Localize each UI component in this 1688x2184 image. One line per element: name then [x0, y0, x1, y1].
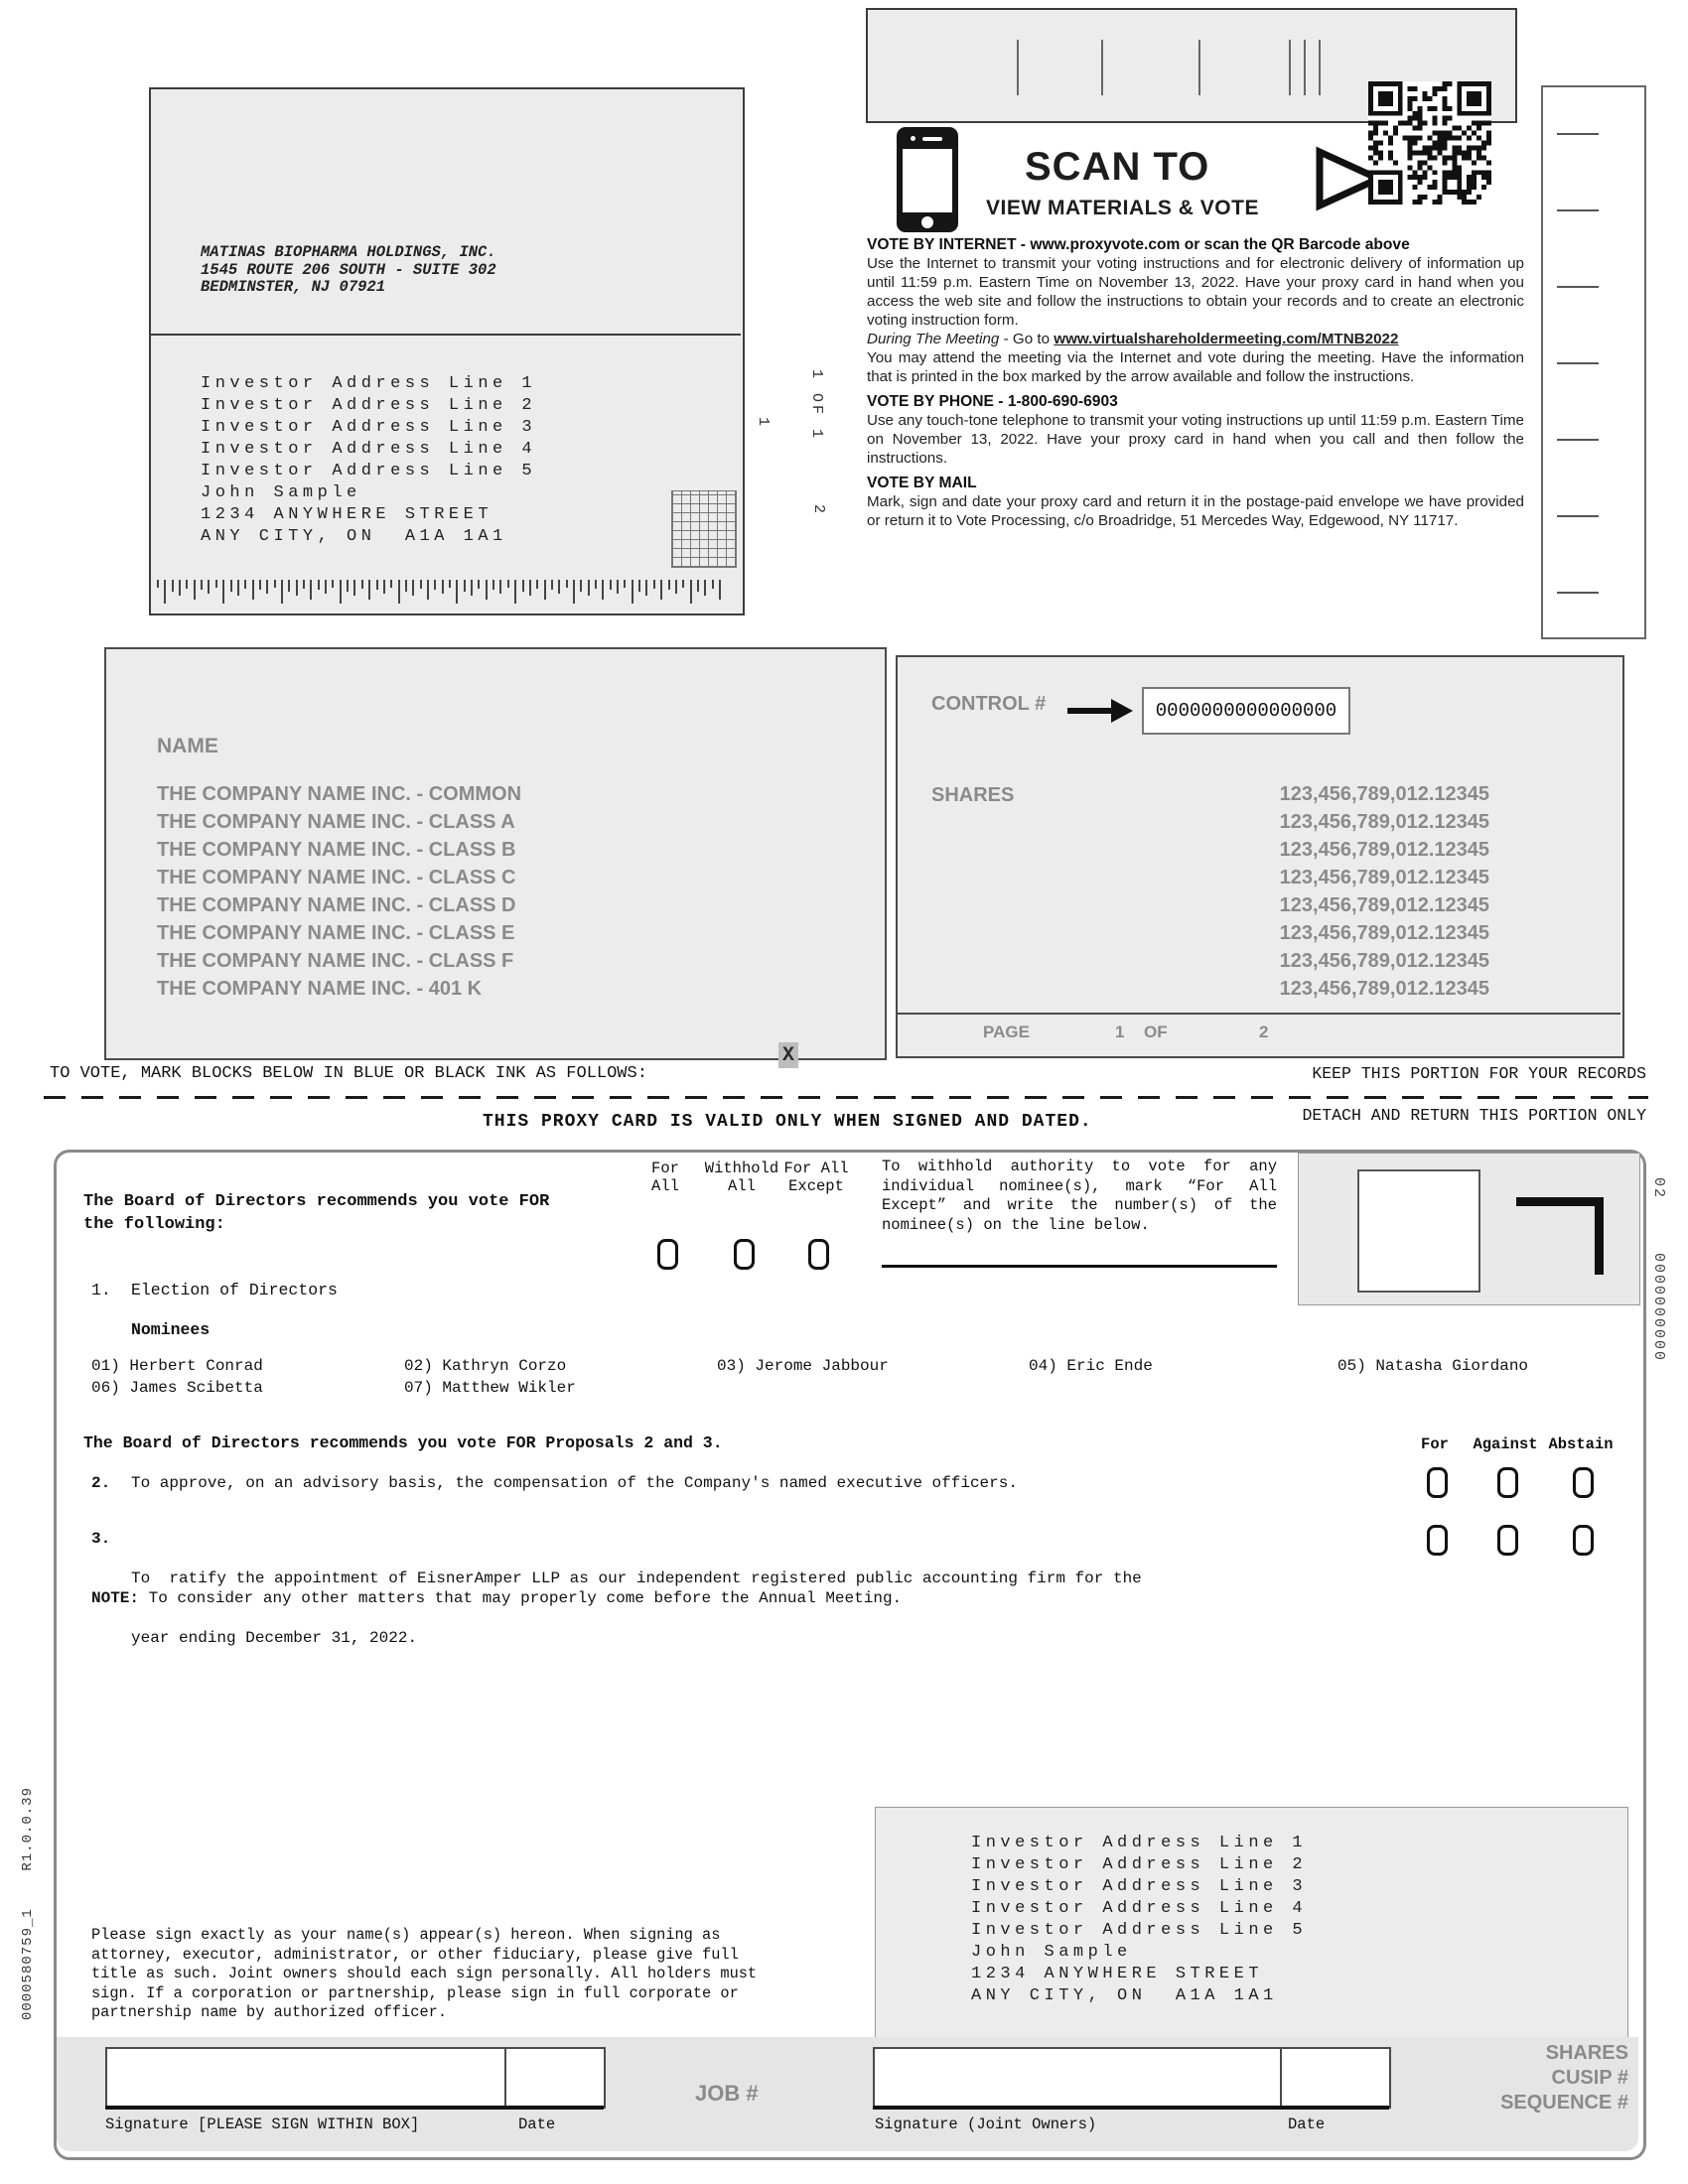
barcode-tick [558, 580, 560, 594]
barcode-tick [522, 580, 524, 592]
signing-notice [91, 1926, 757, 2023]
barcode-tick [368, 580, 370, 600]
during-meeting-body: You may attend the meeting via the Internet and vote during the meeting. Have the information that is printed in the box marked by the arrow available and follow the instructions. [867, 349, 1524, 385]
data-matrix-placeholder [671, 490, 737, 568]
barcode-tick [274, 580, 276, 588]
edge-tick [1557, 133, 1599, 135]
withhold-note-line: Except” and write the number(s) of the [882, 1196, 1277, 1214]
during-meeting-line [867, 330, 1524, 348]
checkbox-proposal2-for[interactable] [1427, 1467, 1448, 1498]
for-all-except-writein-line[interactable] [882, 1265, 1277, 1268]
barcode-tick [208, 580, 210, 594]
address-box-divider [149, 334, 741, 336]
barcode-tick [544, 580, 546, 600]
share-value-row: 123,456,789,012.12345 [1279, 894, 1489, 916]
checkbox-proposal3-for[interactable] [1427, 1525, 1448, 1556]
page-total: 2 [1259, 1023, 1269, 1041]
sender-address [201, 244, 496, 297]
signing-notice-line: attorney, executor, administrator, or other fiduciary, please give full [91, 1945, 739, 1964]
barcode-tick [194, 580, 196, 600]
barcode-tick [653, 580, 655, 589]
column-header-abstain: Abstain [1548, 1435, 1614, 1453]
note-label: NOTE: [91, 1589, 140, 1607]
signature-date-divider [1280, 2049, 1282, 2107]
during-meeting-label: During The Meeting [867, 331, 1000, 347]
investor-address-line: Investor Address Line 1 [971, 1834, 1308, 1852]
barcode-tick [486, 580, 488, 600]
id-label: SEQUENCE # [1500, 2092, 1628, 2114]
barcode-tick [595, 580, 597, 589]
barcode-tick [383, 580, 385, 594]
barcode-tick [376, 580, 378, 590]
date-joint-label: Date [1288, 2116, 1326, 2133]
barcode-tick [222, 580, 224, 604]
control-arrow-icon [1064, 695, 1136, 727]
edge-tick [1557, 209, 1599, 211]
barcode-tick [638, 580, 640, 592]
barcode-tick [427, 580, 429, 600]
checkbox-proposal2-abstain[interactable] [1573, 1467, 1594, 1498]
registration-tick [1319, 40, 1321, 95]
signature-underline-joint [873, 2106, 1389, 2110]
control-number-value: 0000000000000000 [1155, 700, 1337, 722]
board-recommendation-1-line2: the following: [83, 1214, 225, 1234]
proposal-1-text: Election of Directors [131, 1281, 338, 1299]
id-label: SHARES [1545, 2042, 1628, 2064]
account-row: THE COMPANY NAME INC. - CLASS F [157, 950, 514, 972]
investor-address-line: Investor Address Line 4 [971, 1899, 1308, 1918]
investor-address-line: ANY CITY, ON A1A 1A1 [201, 527, 507, 546]
barcode-tick [690, 580, 692, 604]
barcode-tick [318, 580, 320, 590]
board-recommendation-1 [83, 1191, 549, 1236]
barcode-tick [624, 580, 626, 588]
account-row: THE COMPANY NAME INC. - CLASS A [157, 811, 515, 833]
nominee-item: 01) Herbert Conrad [91, 1357, 263, 1375]
page-marker-2: 2 [810, 504, 827, 514]
column-header-withhold-all: Withhold All [704, 1160, 779, 1195]
account-row: THE COMPANY NAME INC. - CLASS E [157, 922, 515, 944]
scan-to-subtitle: VIEW MATERIALS & VOTE [986, 197, 1259, 219]
barcode-tick [704, 580, 706, 596]
barcode-tick [325, 580, 327, 594]
barcode-tick [449, 580, 451, 588]
barcode-tick [602, 580, 604, 600]
page-number: 1 [1115, 1023, 1125, 1041]
nominee-item: 04) Eric Ende [1029, 1357, 1153, 1375]
investor-address-line: John Sample [201, 483, 361, 502]
account-row: THE COMPANY NAME INC. - CLASS B [157, 839, 516, 861]
name-label: NAME [157, 735, 218, 757]
shares-cusip-sequence-labels [1390, 2041, 1628, 2116]
page-of: OF [1144, 1023, 1168, 1041]
investor-address-line: Investor Address Line 1 [201, 374, 537, 393]
vote-internet-body: Use the Internet to transmit your voting instructions and for electronic delivery of information up until 11:59 p.m. Eastern Time on November 13, 2022. Have your proxy card in hand when you access the web site and follow the instructions to obtain your records and to create an electronic voting instruction form. [867, 255, 1524, 329]
investor-address-block [201, 373, 536, 548]
date-label: Date [518, 2116, 556, 2133]
barcode-tick [675, 580, 677, 594]
account-row: THE COMPANY NAME INC. - CLASS C [157, 867, 516, 888]
edge-tick [1557, 286, 1599, 288]
barcode-tick [215, 580, 217, 588]
share-value-row: 123,456,789,012.12345 [1279, 922, 1489, 944]
control-label: CONTROL # [931, 693, 1047, 715]
barcode-tick [551, 580, 553, 590]
left-edge-code: 0000580759_1 R1.0.0.39 [20, 1787, 36, 2021]
right-edge-code-top: 02 [1650, 1177, 1667, 1200]
barcode-tick [478, 580, 480, 589]
note-line [91, 1588, 902, 1608]
edge-tick [1557, 362, 1599, 364]
barcode-tick [259, 580, 261, 590]
barcode-tick [588, 580, 590, 596]
account-list [157, 780, 521, 1003]
signature-joint-label: Signature (Joint Owners) [875, 2116, 1097, 2133]
share-values-list [1142, 780, 1489, 1003]
imprint-window [1357, 1169, 1480, 1293]
edge-tick [1557, 439, 1599, 441]
barcode-tick [507, 580, 509, 588]
barcode-tick [566, 580, 568, 588]
right-margin-registration-box [1541, 85, 1646, 639]
barcode-tick [712, 580, 714, 589]
barcode-tick [230, 580, 232, 592]
checkbox-election-for-all-except[interactable] [808, 1239, 829, 1270]
barcode-tick [434, 580, 436, 590]
note-text: To consider any other matters that may properly come before the Annual Meeting. [139, 1589, 903, 1607]
investor-address-block-bottom [971, 1833, 1307, 2007]
control-number-box [1142, 687, 1350, 735]
barcode-tick [610, 580, 612, 590]
barcode-tick [464, 580, 466, 592]
during-meeting-mid: - Go to [999, 331, 1055, 347]
page-label: PAGE [983, 1023, 1030, 1041]
edge-tick [1557, 515, 1599, 517]
investor-address-line: John Sample [971, 1943, 1132, 1962]
signature-box-joint[interactable] [873, 2047, 1391, 2109]
detach-return-text: DETACH AND RETURN THIS PORTION ONLY [1302, 1106, 1646, 1125]
registration-tick [1017, 40, 1019, 95]
barcode-tick [660, 580, 662, 600]
barcode-tick [412, 580, 414, 596]
signing-notice-line: Please sign exactly as your name(s) appear(s) hereon. When signing as [91, 1926, 721, 1944]
proposal-3-number: 3. [91, 1530, 111, 1548]
investor-address-line: Investor Address Line 4 [201, 440, 537, 459]
barcode-tick [186, 580, 188, 589]
proposal-1-number: 1. [91, 1281, 111, 1299]
registration-tick [1304, 40, 1306, 95]
investor-address-line: 1234 ANYWHERE STREET [201, 505, 493, 524]
barcode-tick [682, 580, 684, 588]
registration-tick [1198, 40, 1200, 95]
checkbox-election-withhold-all[interactable] [734, 1239, 755, 1270]
investor-address-line: Investor Address Line 5 [201, 462, 537, 480]
signature-box-primary[interactable] [105, 2047, 606, 2109]
right-edge-code-bottom: 0000000000 [1650, 1253, 1667, 1363]
barcode-tick [529, 580, 531, 596]
share-value-row: 123,456,789,012.12345 [1279, 867, 1489, 888]
shares-label: SHARES [931, 784, 1015, 806]
withhold-note-line: nominee(s) on the line below. [882, 1215, 1150, 1234]
investor-address-line: 1234 ANYWHERE STREET [971, 1965, 1264, 1983]
vote-phone-heading: VOTE BY PHONE - 1-800-690-6903 [867, 393, 1118, 410]
barcode-tick [668, 580, 670, 590]
barcode-tick [281, 580, 283, 604]
barcode-tick [237, 580, 239, 596]
page-marker-1of1: 1 OF 1 [808, 369, 825, 442]
barcode-tick [347, 580, 349, 592]
barcode-tick [580, 580, 582, 592]
mark-instruction-text: TO VOTE, MARK BLOCKS BELOW IN BLUE OR BLACK INK AS FOLLOWS: [50, 1064, 647, 1083]
barcode-tick [201, 580, 203, 590]
investor-address-line: ANY CITY, ON A1A 1A1 [971, 1986, 1278, 2005]
signing-notice-line: partnership name by authorized officer. [91, 2003, 448, 2022]
sender-line: MATINAS BIOPHARMA HOLDINGS, INC. [201, 243, 496, 261]
barcode-tick [296, 580, 298, 596]
barcode-tick [390, 580, 392, 588]
registration-tick [1289, 40, 1291, 95]
barcode-tick [697, 580, 699, 592]
barcode-tick [536, 580, 538, 589]
share-value-row: 123,456,789,012.12345 [1279, 978, 1489, 1000]
share-value-row: 123,456,789,012.12345 [1279, 839, 1489, 861]
barcode-tick [456, 580, 458, 604]
barcode-tick [499, 580, 501, 594]
investor-address-line: Investor Address Line 2 [971, 1855, 1308, 1874]
barcode-tick [405, 580, 407, 592]
checkbox-proposal3-abstain[interactable] [1573, 1525, 1594, 1556]
share-value-row: 123,456,789,012.12345 [1279, 950, 1489, 972]
registration-corner-mark [1595, 1197, 1604, 1275]
registration-corner-mark [1516, 1197, 1604, 1206]
account-row: THE COMPANY NAME INC. - 401 K [157, 978, 483, 1000]
control-box-divider [896, 1013, 1620, 1015]
proposal-3-text [131, 1529, 1142, 1688]
signing-notice-line: sign. If a corporation or partnership, please sign in full corporate or [91, 1983, 739, 2002]
smartphone-icon [897, 127, 958, 232]
column-header-for: For [1421, 1435, 1449, 1453]
withhold-note-line: To withhold authority to vote for any [882, 1158, 1277, 1175]
checkbox-proposal3-against[interactable] [1497, 1525, 1518, 1556]
investor-address-line: Investor Address Line 3 [971, 1877, 1308, 1896]
valid-when-signed-text: THIS PROXY CARD IS VALID ONLY WHEN SIGNED AND DATED. [483, 1112, 1092, 1132]
scan-to-title: SCAN TO [1025, 145, 1210, 189]
nominees-label: Nominees [131, 1320, 211, 1339]
nominee-item: 02) Kathryn Corzo [404, 1357, 567, 1375]
barcode-tick [157, 580, 159, 588]
barcode-tick [340, 580, 342, 604]
barcode-tick [632, 580, 633, 604]
vote-mail-body: Mark, sign and date your proxy card and return it in the postage-paid envelope we have provided or return it to Vote Processing, c/o Broadridge, 51 Mercedes Way, Edgewood, NY 11717. [867, 493, 1524, 529]
column-header-for-all: For All [651, 1160, 679, 1195]
withhold-note-line: individual nominee(s), mark “For All [882, 1176, 1277, 1195]
vote-phone-body: Use any touch-tone telephone to transmit your voting instructions up until 11:59 p.m. Eastern Time on November 13, 2022. Have your proxy card in hand when you call and then follow the instructions. [867, 412, 1524, 467]
barcode-tick [164, 580, 166, 604]
vote-instructions-column [867, 235, 1524, 530]
meeting-url-link[interactable]: www.virtualshareholdermeeting.com/MTNB2022 [1054, 331, 1399, 347]
checkbox-proposal2-against[interactable] [1497, 1467, 1518, 1498]
board-recommendation-1-line1: The Board of Directors recommends you vote FOR [83, 1192, 550, 1211]
barcode-tick [303, 580, 305, 589]
vote-mail-heading: VOTE BY MAIL [867, 475, 977, 491]
edge-tick [1557, 592, 1599, 594]
proposal-2-text: To approve, on an advisory basis, the compensation of the Company's named executive officers. [131, 1474, 1018, 1492]
barcode-tick [442, 580, 444, 594]
checkbox-election-for-all[interactable] [657, 1239, 678, 1270]
proposal-3-line1: To ratify the appointment of EisnerAmper LLP as our independent registered public accounting firm for the [131, 1570, 1142, 1587]
registration-tick [1101, 40, 1103, 95]
board-recommendation-2: The Board of Directors recommends you vote FOR Proposals 2 and 3. [83, 1433, 723, 1452]
nominee-item: 06) James Scibetta [91, 1379, 263, 1397]
page-marker-1: 1 [755, 417, 772, 427]
id-label: CUSIP # [1551, 2067, 1628, 2089]
nominee-item: 07) Matthew Wikler [404, 1379, 576, 1397]
barcode-tick [420, 580, 422, 589]
column-header-for-all-except: For All Except [783, 1160, 849, 1195]
barcode-tick [617, 580, 619, 594]
share-value-row: 123,456,789,012.12345 [1279, 783, 1489, 805]
barcode-tick [514, 580, 516, 604]
keep-portion-text: KEEP THIS PORTION FOR YOUR RECORDS [1312, 1064, 1646, 1083]
barcode-tick [471, 580, 473, 596]
signature-box-label: Signature [PLEASE SIGN WITHIN BOX] [105, 2116, 420, 2133]
barcode-tick [252, 580, 254, 600]
x-mark-sample [778, 1042, 798, 1068]
barcode-tick [179, 580, 181, 596]
perforation-line [44, 1096, 1648, 1099]
barcode-tick [719, 580, 721, 600]
barcode-tick [645, 580, 647, 596]
barcode-tick [492, 580, 494, 590]
account-row: THE COMPANY NAME INC. - COMMON [157, 783, 522, 805]
account-row: THE COMPANY NAME INC. - CLASS D [157, 894, 516, 916]
barcode-tick [398, 580, 400, 604]
signature-underline [105, 2106, 604, 2110]
signature-date-divider [504, 2049, 506, 2107]
investor-address-line: Investor Address Line 2 [201, 396, 537, 415]
share-value-row: 123,456,789,012.12345 [1279, 811, 1489, 833]
barcode-tick [172, 580, 174, 592]
sender-line: BEDMINSTER, NJ 07921 [201, 278, 386, 296]
barcode-tick [244, 580, 246, 589]
barcode-tick [361, 580, 363, 589]
x-mark-glyph: X [781, 1043, 794, 1067]
withhold-note [882, 1158, 1277, 1235]
vote-internet-heading: VOTE BY INTERNET - www.proxyvote.com or scan the QR Barcode above [867, 236, 1410, 253]
barcode-tick [332, 580, 334, 588]
barcode-tick [573, 580, 575, 604]
job-number-label: JOB # [695, 2081, 759, 2106]
nominee-item: 03) Jerome Jabbour [717, 1357, 889, 1375]
signing-notice-line: title as such. Joint owners should each sign personally. All holders must [91, 1965, 758, 1983]
nominee-item: 05) Natasha Giordano [1337, 1357, 1529, 1375]
postnet-barcode [157, 580, 725, 606]
proposal-3-line2: year ending December 31, 2022. [131, 1629, 418, 1647]
investor-address-line: Investor Address Line 5 [971, 1921, 1308, 1940]
qr-code [1368, 81, 1491, 205]
column-header-against: Against [1473, 1435, 1538, 1453]
sender-line: 1545 ROUTE 206 SOUTH - SUITE 302 [201, 260, 496, 279]
barcode-tick [310, 580, 312, 600]
barcode-tick [288, 580, 290, 592]
barcode-tick [266, 580, 268, 594]
investor-address-line: Investor Address Line 3 [201, 418, 537, 437]
barcode-tick [353, 580, 355, 596]
proposal-2-number: 2. [91, 1474, 111, 1492]
